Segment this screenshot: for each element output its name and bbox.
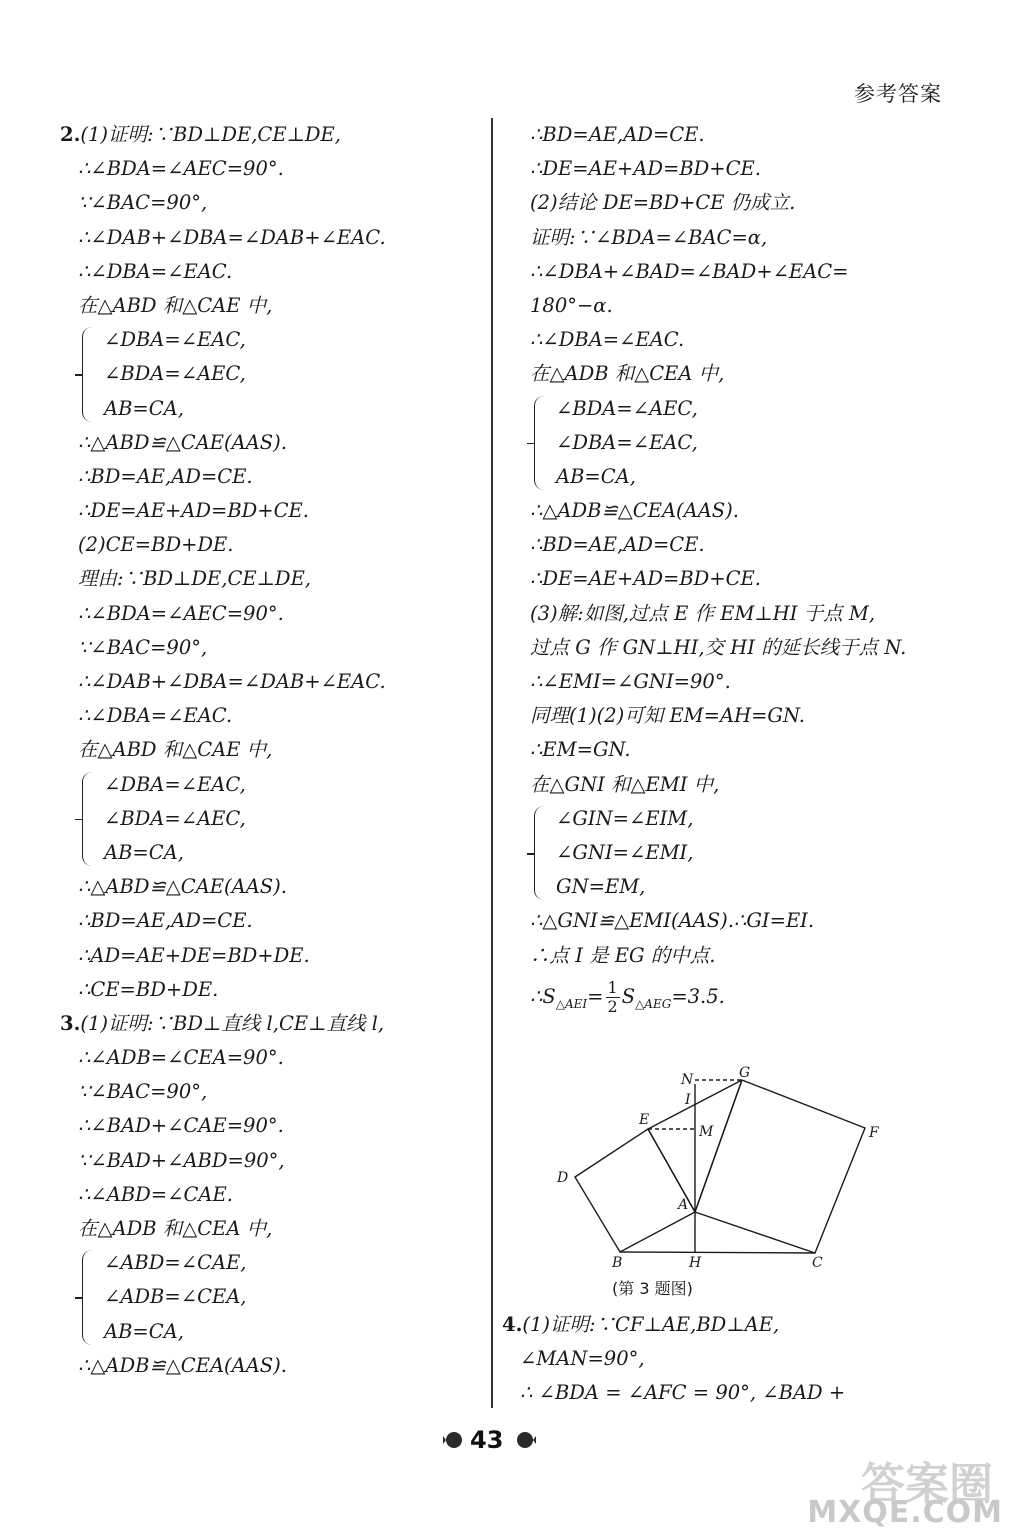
text-line [60,1109,480,1143]
figure-caption: (第 3 题图) [612,1279,693,1298]
line-text: 在△ABD 和△CAE 中, [78,293,273,317]
text-line [60,528,480,562]
line-text: ∴BD=AE,AD=CE. [530,123,705,146]
case-line: ∠BDA=∠AEC, [556,396,698,420]
text-line [60,699,480,733]
page-ornament-left-icon [443,1430,465,1450]
square-abde [575,1129,695,1252]
label-n: N [681,1072,694,1088]
text-line [512,494,952,528]
geometry-figure [545,1062,890,1282]
line-text: ∴点 I 是 EG 的中点. [530,943,716,967]
case-line: ∠DBA=∠EAC, [104,772,246,796]
text-line [60,973,480,1007]
case-line: AB=CA, [104,840,184,864]
line-text: 同理(1)(2)可知 EM=AH=GN. [530,704,805,728]
watermark-logo: 答案圈 [861,1459,993,1510]
text-line [512,733,952,767]
text-line [60,904,480,938]
line-text: ∴∠DBA+∠BAD=∠BAD+∠EAC= [530,259,849,283]
text-line [60,1041,480,1075]
text-line [512,289,952,323]
label-b: B [612,1255,623,1271]
line-text: ∠MAN=90°, [520,1347,645,1371]
line-text: 在△ADB 和△CEA 中, [530,362,725,386]
line-text: (1)证明:∵BD⊥直线 l,CE⊥直线 l, [80,1011,385,1035]
square-acfg [695,1080,865,1253]
line-text: 在△ABD 和△CAE 中, [78,738,273,762]
case-line: ∠DBA=∠EAC, [556,430,698,454]
text-line [60,118,480,152]
area-formula [512,973,952,1021]
line-text: ∵∠BAC=90°, [78,635,208,659]
label-i: I [685,1092,691,1108]
text-line [512,255,952,289]
case-line: GN=EM, [556,875,646,899]
line-text: ∴DE=AE+AD=BD+CE. [78,499,309,523]
line-text: ∴DE=AE+AD=BD+CE. [530,157,761,181]
text-line [60,289,480,323]
text-line [60,665,480,699]
line-text: ∴∠ADB=∠CEA=90°. [78,1046,284,1070]
text-line [60,152,480,186]
line-text: ∴△ADB≌△CEA(AAS). [530,499,739,523]
line-text: ∴△ABD≌△CAE(AAS). [78,430,287,454]
label-a: A [678,1197,689,1213]
text-line [512,665,952,699]
line-text: ∴∠DAB+∠DBA=∠DAB+∠EAC. [78,670,386,693]
case-line: ∠BDA=∠AEC, [104,362,246,386]
case-line: ∠ADB=∠CEA, [104,1285,247,1309]
line-text: 180°−α. [530,293,613,317]
line-text: ∴∠BDA=∠AEC=90°. [78,601,284,625]
line-text: (1)证明:∵BD⊥DE,CE⊥DE, [80,123,341,146]
line-text: (3)解:如图,过点 E 作 EM⊥HI 于点 M, [530,601,876,625]
line-text: 证明:∵∠BDA=∠BAC=α, [530,225,768,249]
text-line [60,597,480,631]
text-line [60,1349,480,1383]
text-line [512,939,952,973]
text-line [512,186,952,220]
page-header-title: 参考答案 [854,82,942,106]
text-line [512,699,952,733]
column-divider [491,118,493,1408]
formula-part: = [587,984,604,1008]
label-c: C [812,1255,823,1271]
case-line: ∠GNI=∠EMI, [556,840,694,864]
text-line [60,562,480,596]
brace-icon [534,806,547,901]
text-line [502,1342,845,1376]
text-line [512,597,952,631]
line-text: ∴ ∠BDA = ∠AFC = 90°, ∠BAD + [520,1381,846,1405]
question-number: 4. [502,1313,523,1336]
text-line [60,460,480,494]
formula-part: =3.5. [671,984,725,1008]
line-text: ∴∠BDA=∠AEC=90°. [78,157,284,181]
line-text: 理由:∵BD⊥DE,CE⊥DE, [78,567,312,591]
line-text: ∴DE=AE+AD=BD+CE. [530,567,761,591]
text-line [512,768,952,802]
question-4-block [502,1308,845,1411]
text-line [60,186,480,220]
case-line: AB=CA, [104,396,184,420]
text-line [60,1144,480,1178]
page-ornament-right-icon [514,1430,536,1450]
line-text: ∴∠ABD=∠CAE. [78,1182,233,1206]
text-line [60,426,480,460]
case-line: ∠BDA=∠AEC, [104,806,246,830]
page-number: 43 [470,1426,504,1454]
formula-part: △AEI [555,996,588,1011]
case-line: AB=CA, [556,464,636,488]
line-text: ∴∠DBA=∠EAC. [530,328,685,352]
case-system [72,768,480,871]
formula-part: S [621,984,636,1008]
line-text: ∴BD=AE,AD=CE. [530,533,705,557]
line-text: ∴EM=GN. [530,738,631,762]
brace-icon [534,396,547,491]
formula-part: △AEG [635,996,672,1011]
text-line [60,631,480,665]
case-line: ∠DBA=∠EAC, [104,328,246,352]
label-h: H [689,1255,702,1271]
line-text: (2)CE=BD+DE. [78,533,234,557]
question-number: 2. [60,123,81,146]
text-line [60,733,480,767]
text-line [512,528,952,562]
line-text: ∴∠EMI=∠GNI=90°. [530,670,731,693]
brace-icon [82,327,95,422]
text-line [512,152,952,186]
line-text: 过点 G 作 GN⊥HI,交 HI 的延长线于点 N. [530,635,907,659]
text-line [60,1007,480,1041]
line-text: ∵∠BAC=90°, [78,191,208,215]
left-column [60,118,480,1383]
label-e: E [639,1112,650,1128]
case-system [524,802,952,905]
text-line [502,1308,845,1342]
question-number: 3. [60,1011,81,1035]
line-text: ∴∠BAD+∠CAE=90°. [78,1114,284,1138]
line-text: ∴AD=AE+DE=BD+DE. [78,943,310,967]
line-text: ∴△GNI≌△EMI(AAS).∴GI=EI. [530,909,815,933]
line-text: ∴BD=AE,AD=CE. [78,464,253,488]
text-line [60,939,480,973]
case-line: ∠GIN=∠EIM, [556,806,694,830]
fraction-numerator: 1 [607,977,618,997]
line-text: ∴∠DBA=∠EAC. [78,259,233,283]
label-f: F [869,1125,879,1141]
line-text: ∴∠DBA=∠EAC. [78,704,233,728]
text-line [512,118,952,152]
line-text: ∵∠BAC=90°, [78,1080,208,1104]
line-text: (2)结论 DE=BD+CE 仍成立. [530,191,796,215]
segment-ag [695,1080,742,1212]
text-line [60,1178,480,1212]
text-line [60,870,480,904]
case-line: ∠ABD=∠CAE, [104,1251,247,1275]
line-text: ∴BD=AE,AD=CE. [78,909,253,933]
text-line [60,1075,480,1109]
case-system [72,1246,480,1349]
brace-icon [82,772,95,867]
text-line [512,904,952,938]
line-text: ∴∠DAB+∠DBA=∠DAB+∠EAC. [78,225,386,249]
text-line [60,494,480,528]
case-line: AB=CA, [104,1319,184,1343]
line-text: (1)证明:∵CF⊥AE,BD⊥AE, [522,1313,780,1336]
fraction-denominator: 2 [607,996,618,1016]
line-text: ∴△ABD≌△CAE(AAS). [78,875,287,899]
line-text: ∴△ADB≌△CEA(AAS). [78,1353,287,1377]
formula-part: ∴S [530,984,556,1008]
line-text: ∴CE=BD+DE. [78,977,219,1001]
text-line [60,1212,480,1246]
text-line [512,323,952,357]
fraction [606,979,620,1016]
watermark [807,1448,1003,1530]
label-d: D [557,1170,569,1186]
watermark-site: MXQE.COM [807,1495,1003,1530]
brace-icon [82,1250,95,1345]
text-line [512,357,952,391]
case-system [524,392,952,495]
segment-bc [620,1252,815,1253]
line-text: 在△GNI 和△EMI 中, [530,772,720,796]
text-line [512,631,952,665]
line-text: 在△ADB 和△CEA 中, [78,1217,273,1240]
text-line [502,1376,845,1410]
label-m: M [699,1124,714,1140]
case-system [72,323,480,426]
text-line [512,221,952,255]
text-line [60,221,480,255]
text-line [60,255,480,289]
line-text: ∵∠BAD+∠ABD=90°, [78,1148,285,1172]
label-g: G [739,1065,751,1081]
text-line [512,562,952,596]
